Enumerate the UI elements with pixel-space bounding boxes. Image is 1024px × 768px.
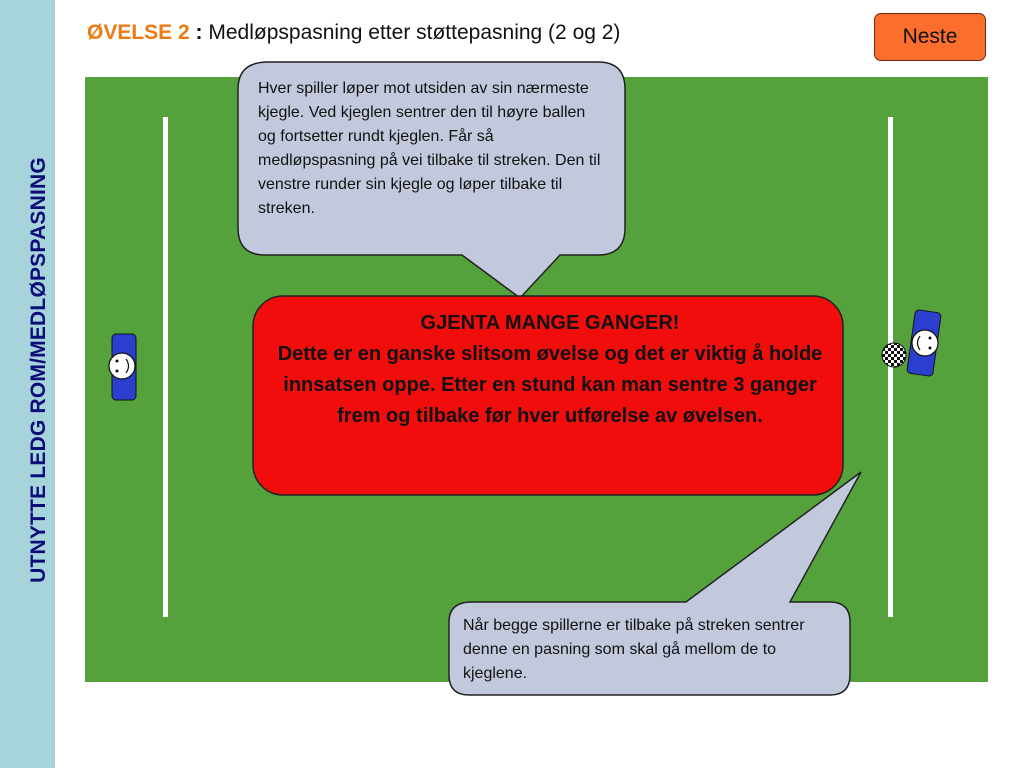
player-right-icon — [907, 310, 942, 377]
bubble-bottom-text: Når begge spillerne er tilbake på streken sentrer denne en pasning som skal gå mellom de to kjeglene. — [463, 617, 805, 682]
exercise-title: Medløpspasning etter støttepasning (2 og 2) — [208, 21, 621, 44]
ball-icon — [882, 343, 906, 367]
center-box-heading: GJENTA MANGE GANGER! — [420, 312, 680, 334]
next-button[interactable]: Neste — [874, 13, 986, 61]
title-separator: : — [189, 21, 209, 44]
exercise-number: ØVELSE 2 — [87, 21, 190, 44]
center-box-body: Dette er en ganske slitsom øvelse og det er viktig å holde innsatsen oppe. Etter en stund kan man sentre 3 ganger frem og tilbake før hver utførelse av øvelsen. — [277, 343, 823, 427]
player-left-icon — [109, 334, 136, 400]
center-box-text — [275, 308, 825, 432]
side-bar-title: UTNYTTE LEDG ROM/MEDLØPSPASNING — [27, 157, 50, 583]
bubble-top-text: Hver spiller løper mot utsiden av sin nærmeste kjegle. Ved kjeglen sentrer den til høyre ballen og fortsetter rundt kjeglen. Får så medløpspasning på vei tilbake til streken. Den til venstre runder sin kjegle og løper tilbake til streken. — [258, 80, 601, 217]
